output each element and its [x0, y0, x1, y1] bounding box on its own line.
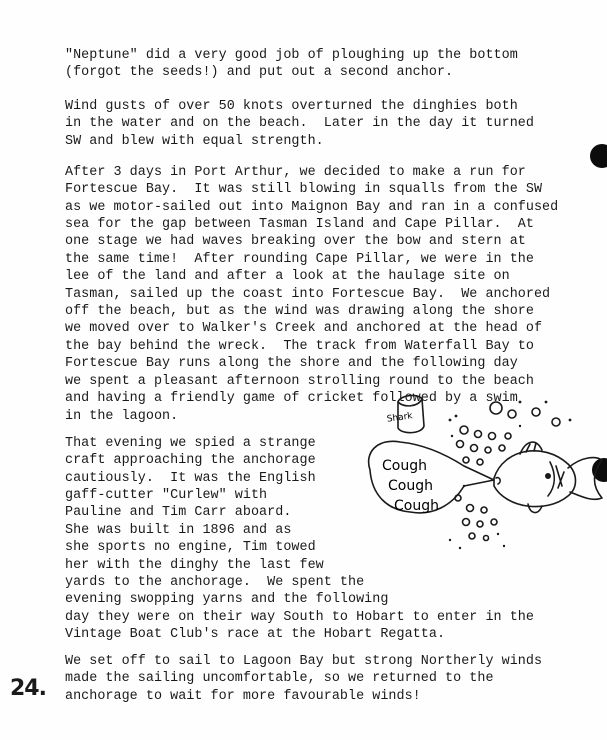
text-line: SW and blew with equal strength. [65, 133, 324, 149]
fish-tail-icon [568, 458, 602, 500]
text-line: yards to the anchorage. We spent the [65, 575, 365, 591]
text-line: she sports no engine, Tim towed [65, 540, 316, 556]
text-line: After 3 days in Port Arthur, we decided to make a run for [65, 164, 526, 180]
text-line: we spent a pleasant afternoon strolling round to the beach [65, 373, 534, 389]
text-line: made the sailing uncomfortable, so we returned to the [65, 671, 494, 687]
text-line: Tasman, sailed up the coast into Fortescue Bay. We anchored [65, 286, 551, 302]
text-line: evening swopping yarns and the following [65, 592, 389, 608]
text-line: Wind gusts of over 50 knots overturned the dinghies both [65, 98, 518, 114]
cough-text: Cough [394, 498, 439, 514]
text-line: Fortescue Bay runs along the shore and the following day [65, 356, 518, 372]
text-line: off the beach, but as the wind was drawing along the shore [65, 304, 534, 320]
text-line: day they were on their way South to Hobart to enter in the [65, 609, 534, 625]
text-line: Vintage Boat Club's race at the Hobart Regatta. [65, 627, 446, 643]
text-line: the bay behind the wreck. The track from Waterfall Bay to [65, 338, 534, 354]
text-line: as we motor-sailed out into Maignon Bay and ran in a confused [65, 199, 559, 215]
binder-hole [590, 144, 607, 168]
text-line: her with the dinghy the last few [65, 557, 324, 573]
paragraph-lagoon-bay [65, 618, 585, 740]
fish-eye-icon [545, 473, 551, 479]
text-line: (forgot the seeds!) and put out a second anchor. [65, 65, 454, 81]
text-line: craft approaching the anchorage [65, 453, 316, 469]
text-line: we moved over to Walker's Creek and anchored at the head of [65, 321, 543, 337]
text-line: We set off to sail to Lagoon Bay but strong Northerly winds [65, 653, 543, 669]
text-line: Fortescue Bay. It was still blowing in squalls from the SW [65, 182, 543, 198]
text-line: cautiously. It was the English [65, 470, 316, 486]
text-line: one stage we had waves breaking over the bow and stern at [65, 234, 526, 250]
text-line: the same time! After rounding Cape Pillar, we were in the [65, 251, 534, 267]
text-line: sea for the gap between Tasman Island and Cape Pillar. At [65, 217, 534, 233]
page-number: 24. [10, 676, 46, 701]
text-line: in the lagoon. [65, 408, 179, 424]
text-line: and having a friendly game of cricket followed by a swim [65, 391, 518, 407]
text-line: anchorage to wait for more favourable winds! [65, 688, 421, 704]
fish-body-icon [494, 451, 576, 507]
text-line: in the water and on the beach. Later in the day it turned [65, 116, 534, 132]
can-label: Shark [386, 411, 414, 425]
coughing-fish-illustration [360, 390, 605, 555]
text-line: "Neptune" did a very good job of ploughing up the bottom [65, 47, 518, 63]
text-line: gaff-cutter "Curlew" with [65, 488, 268, 504]
text-line: That evening we spied a strange [65, 435, 316, 451]
text-line: lee of the land and after a look at the haulage site on [65, 269, 510, 285]
text-line: She was built in 1896 and as [65, 522, 292, 538]
text-line: Pauline and Tim Carr aboard. [65, 505, 292, 521]
cough-text: Cough [382, 458, 427, 474]
cough-text: Cough [388, 478, 433, 494]
